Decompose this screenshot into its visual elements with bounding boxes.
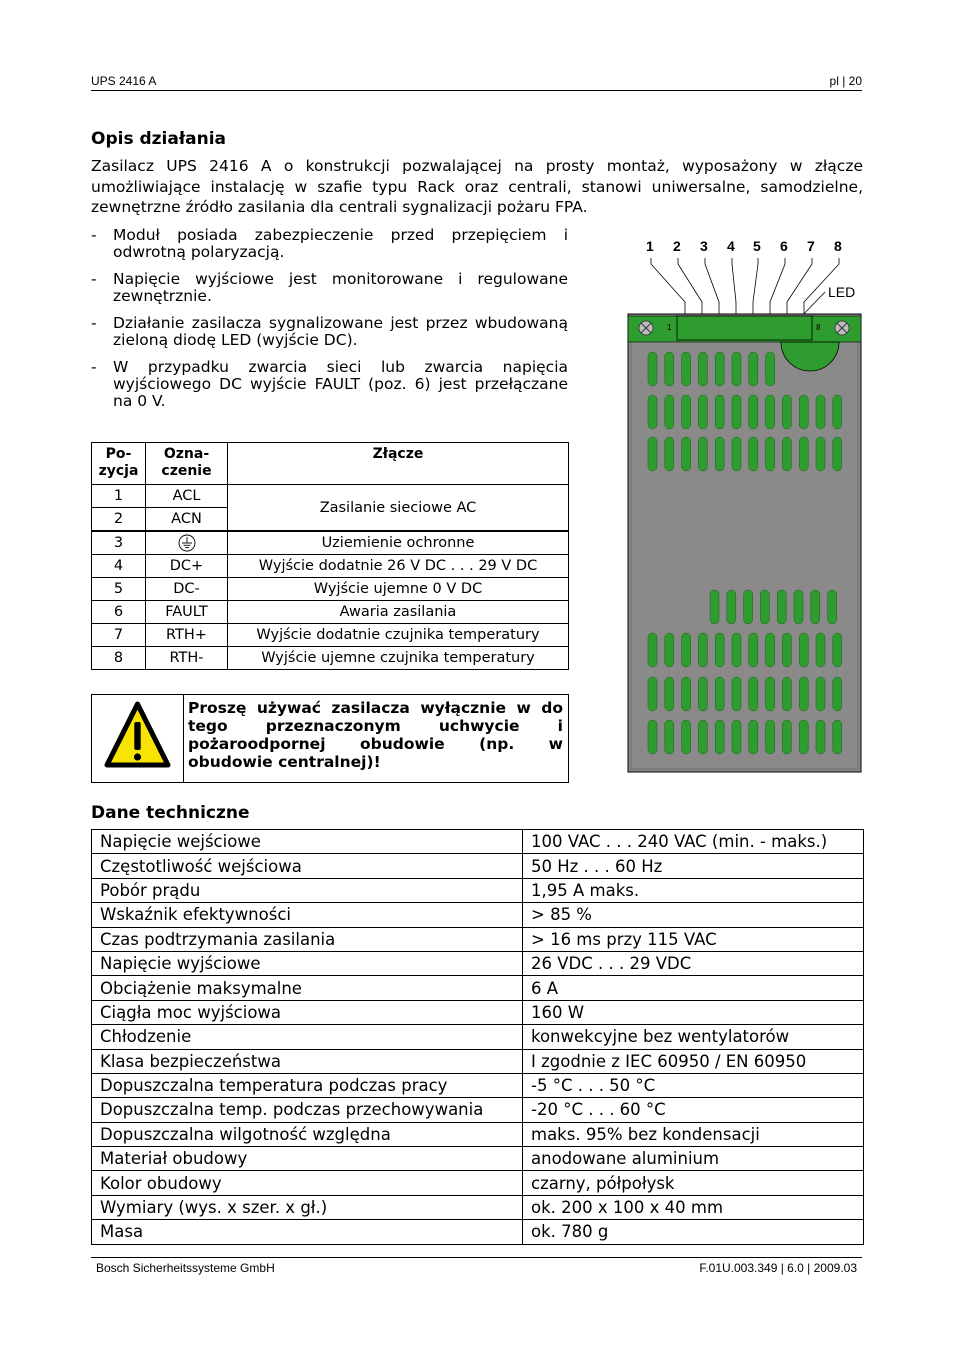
- table-row: Napięcie wyjściowe 26 VDC . . . 29 VDC: [92, 951, 864, 975]
- vent-slot: [648, 720, 657, 754]
- screw-icon: [835, 321, 849, 335]
- table-row: 2 ACN: [92, 508, 569, 532]
- vent-slot: [744, 590, 753, 624]
- footer-left: Bosch Sicherheitssysteme GmbH: [96, 1261, 275, 1275]
- list-item: - Napięcie wyjściowe jest monitorowane i regulowane zewnętrznie.: [91, 270, 568, 305]
- vent-slot: [816, 395, 825, 429]
- vent-slot: [749, 720, 758, 754]
- vent-slot: [749, 352, 758, 386]
- vent-slot: [648, 633, 657, 667]
- warning-box: [91, 694, 569, 783]
- vent-slot: [777, 590, 786, 624]
- table-row: Obciążenie maksymalne 6 A: [92, 976, 864, 1000]
- pin-number-6: 6: [780, 238, 788, 254]
- ground-icon: [178, 534, 196, 552]
- warning-text: Proszę używać zasilacza wyłącznie w do tego przeznaczonym uchwycie i pożaroodpornej obudowie (np. w obudowie centralnej)!: [188, 699, 563, 771]
- vent-slot: [828, 590, 837, 624]
- vent-slot: [833, 633, 842, 667]
- table-row: Kolor obudowy czarny, półpołysk: [92, 1171, 864, 1195]
- table-row: Wymiary (wys. x szer. x gł.) ok. 200 x 100 x 40 mm: [92, 1195, 864, 1219]
- vent-slot: [782, 437, 791, 471]
- pin-number-7: 7: [807, 238, 815, 254]
- pin-number-4: 4: [727, 238, 735, 254]
- vent-slot: [799, 395, 808, 429]
- vent-slot: [782, 633, 791, 667]
- vent-slot: [799, 720, 808, 754]
- svg-text:8: 8: [816, 323, 821, 332]
- vent-slot: [665, 395, 674, 429]
- vent-slot: [715, 720, 724, 754]
- vent-slot: [665, 720, 674, 754]
- vent-slot: [833, 677, 842, 711]
- connector-block: [677, 316, 812, 340]
- vent-slot: [732, 720, 741, 754]
- vent-slot: [665, 677, 674, 711]
- vent-slot: [766, 633, 775, 667]
- header-left: UPS 2416 A: [91, 74, 157, 88]
- vent-slot: [682, 720, 691, 754]
- vent-slot: [732, 677, 741, 711]
- table-row: Dopuszczalna wilgotność względna maks. 95% bez kondensacji: [92, 1122, 864, 1146]
- vent-slot: [749, 437, 758, 471]
- vent-slot: [715, 437, 724, 471]
- screw-icon: [639, 321, 653, 335]
- leader-line: [787, 258, 812, 316]
- vent-slot: [816, 633, 825, 667]
- vent-slot: [799, 677, 808, 711]
- vent-slot: [782, 677, 791, 711]
- table-row: Klasa bezpieczeństwa I zgodnie z IEC 60950 / EN 60950: [92, 1049, 864, 1073]
- vent-slot: [732, 437, 741, 471]
- vent-slot: [698, 437, 707, 471]
- intro-paragraph: Zasilacz UPS 2416 A o konstrukcji pozwalającej na prosty montaż, wyposażony w złącze umożliwiające instalację w szafie typu Rack oraz centrali, stanowi uniwersalne, samodzielne, zewnętrzne źródło zasilania dla centrali sygnalizacji pożaru FPA.: [91, 157, 863, 216]
- vent-slot: [766, 437, 775, 471]
- vent-slot: [727, 590, 736, 624]
- table-row: 6 FAULT Awaria zasilania: [92, 601, 569, 624]
- vent-slot: [698, 677, 707, 711]
- vent-slot: [749, 633, 758, 667]
- vent-slot: [766, 352, 775, 386]
- leader-line: [770, 258, 785, 316]
- vent-slot: [698, 633, 707, 667]
- table-row: Czas podtrzymania zasilania > 16 ms przy 115 VAC: [92, 927, 864, 951]
- section-title-opis: Opis działania: [91, 129, 227, 149]
- vent-slot: [816, 677, 825, 711]
- table-row: Dopuszczalna temperatura podczas pracy -5 °C . . . 50 °C: [92, 1073, 864, 1097]
- vent-slot: [760, 590, 769, 624]
- col-header-pos: Po- zycja: [92, 443, 146, 485]
- table-row: Masa ok. 780 g: [92, 1220, 864, 1244]
- section-title-dane: Dane techniczne: [91, 803, 250, 823]
- vent-slot: [766, 395, 775, 429]
- ups-device-illustration: [620, 230, 865, 775]
- vent-slot: [833, 437, 842, 471]
- table-row: 8 RTH- Wyjście ujemne czujnika temperatury: [92, 647, 569, 670]
- header-right: pl | 20: [829, 74, 862, 88]
- col-header-name: Ozna- czenie: [146, 443, 228, 485]
- vent-slot: [799, 437, 808, 471]
- table-row: Wskaźnik efektywności > 85 %: [92, 903, 864, 927]
- list-item: - Moduł posiada zabezpieczenie przed przepięciem i odwrotną polaryzacją.: [91, 226, 568, 261]
- table-row: Chłodzenie konwekcyjne bez wentylatorów: [92, 1025, 864, 1049]
- leader-line: [678, 258, 702, 316]
- vent-slot: [682, 633, 691, 667]
- pin-number-2: 2: [673, 238, 681, 254]
- vent-slot: [833, 720, 842, 754]
- warning-icon-cell: [92, 695, 184, 782]
- vent-slot: [648, 437, 657, 471]
- led-label: LED: [828, 284, 856, 300]
- vent-slot: [682, 352, 691, 386]
- vent-slot: [732, 633, 741, 667]
- svg-text:1: 1: [667, 323, 672, 332]
- pin-number-1: 1: [646, 238, 654, 254]
- vent-slot: [816, 437, 825, 471]
- leader-line: [705, 258, 719, 316]
- vent-slot: [665, 633, 674, 667]
- vent-slot: [665, 352, 674, 386]
- pin-number-3: 3: [700, 238, 708, 254]
- table-row: 1 ACL Zasilanie sieciowe AC: [92, 485, 569, 508]
- vent-slot: [682, 677, 691, 711]
- vent-slot: [715, 352, 724, 386]
- vent-slot: [749, 677, 758, 711]
- vent-slot: [648, 352, 657, 386]
- vent-slot: [782, 395, 791, 429]
- vent-slot: [715, 633, 724, 667]
- pin-number-5: 5: [753, 238, 761, 254]
- leader-line: [753, 258, 758, 316]
- table-row: Materiał obudowy anodowane aluminium: [92, 1147, 864, 1171]
- table-row: 7 RTH+ Wyjście dodatnie czujnika temperatury: [92, 624, 569, 647]
- vent-slot: [648, 395, 657, 429]
- list-item: - W przypadku zwarcia sieci lub zwarcia napięcia wyjściowego DC wyjście FAULT (poz. 6) jest przełączane na 0 V.: [91, 358, 568, 410]
- tech-spec-table: [91, 829, 864, 1245]
- header-rule: [91, 90, 862, 91]
- vent-slot: [665, 437, 674, 471]
- table-row: 4 DC+ Wyjście dodatnie 26 V DC . . . 29 V DC: [92, 555, 569, 578]
- vent-slot: [766, 720, 775, 754]
- vent-slot: [715, 395, 724, 429]
- leader-line: [732, 258, 736, 316]
- table-row: Napięcie wejściowe 100 VAC . . . 240 VAC (min. - maks.): [92, 830, 864, 854]
- vent-slot: [766, 677, 775, 711]
- device-body: [628, 314, 861, 772]
- table-header-row: [92, 443, 569, 485]
- device-diagram: [620, 230, 865, 775]
- vent-slot: [715, 677, 724, 711]
- vent-slot: [799, 633, 808, 667]
- vent-slot: [749, 395, 758, 429]
- vent-slot: [782, 720, 791, 754]
- list-item: - Działanie zasilacza sygnalizowane jest przez wbudowaną zieloną diodę LED (wyjście DC).: [91, 314, 568, 349]
- vent-slot: [794, 590, 803, 624]
- vent-slot: [732, 395, 741, 429]
- table-row: Częstotliwość wejściowa 50 Hz . . . 60 Hz: [92, 854, 864, 878]
- table-row: 3 Uziemienie ochronne: [92, 531, 569, 555]
- footer-rule: [91, 1257, 862, 1258]
- vent-slot: [732, 352, 741, 386]
- pin-number-8: 8: [834, 238, 842, 254]
- table-row: 5 DC- Wyjście ujemne 0 V DC: [92, 578, 569, 601]
- table-row: Dopuszczalna temp. podczas przechowywania -20 °C . . . 60 °C: [92, 1098, 864, 1122]
- vent-slot: [698, 395, 707, 429]
- connector-table: [91, 442, 569, 670]
- vent-slot: [710, 590, 719, 624]
- vent-slot: [816, 720, 825, 754]
- table-row: Ciągła moc wyjściowa 160 W: [92, 1000, 864, 1024]
- vent-slot: [833, 395, 842, 429]
- warning-triangle-icon: [92, 695, 183, 782]
- vent-slot: [682, 437, 691, 471]
- vent-slot: [648, 677, 657, 711]
- ground-symbol-cell: [146, 531, 228, 555]
- footer-right: F.01U.003.349 | 6.0 | 2009.03: [699, 1261, 857, 1275]
- vent-slot: [698, 720, 707, 754]
- vent-slot: [682, 395, 691, 429]
- col-header-desc: Złącze: [228, 443, 569, 485]
- vent-slot: [811, 590, 820, 624]
- table-row: Pobór prądu 1,95 A maks.: [92, 878, 864, 902]
- vent-slot: [698, 352, 707, 386]
- feature-list: [91, 227, 568, 420]
- pin-numbers: [646, 238, 842, 254]
